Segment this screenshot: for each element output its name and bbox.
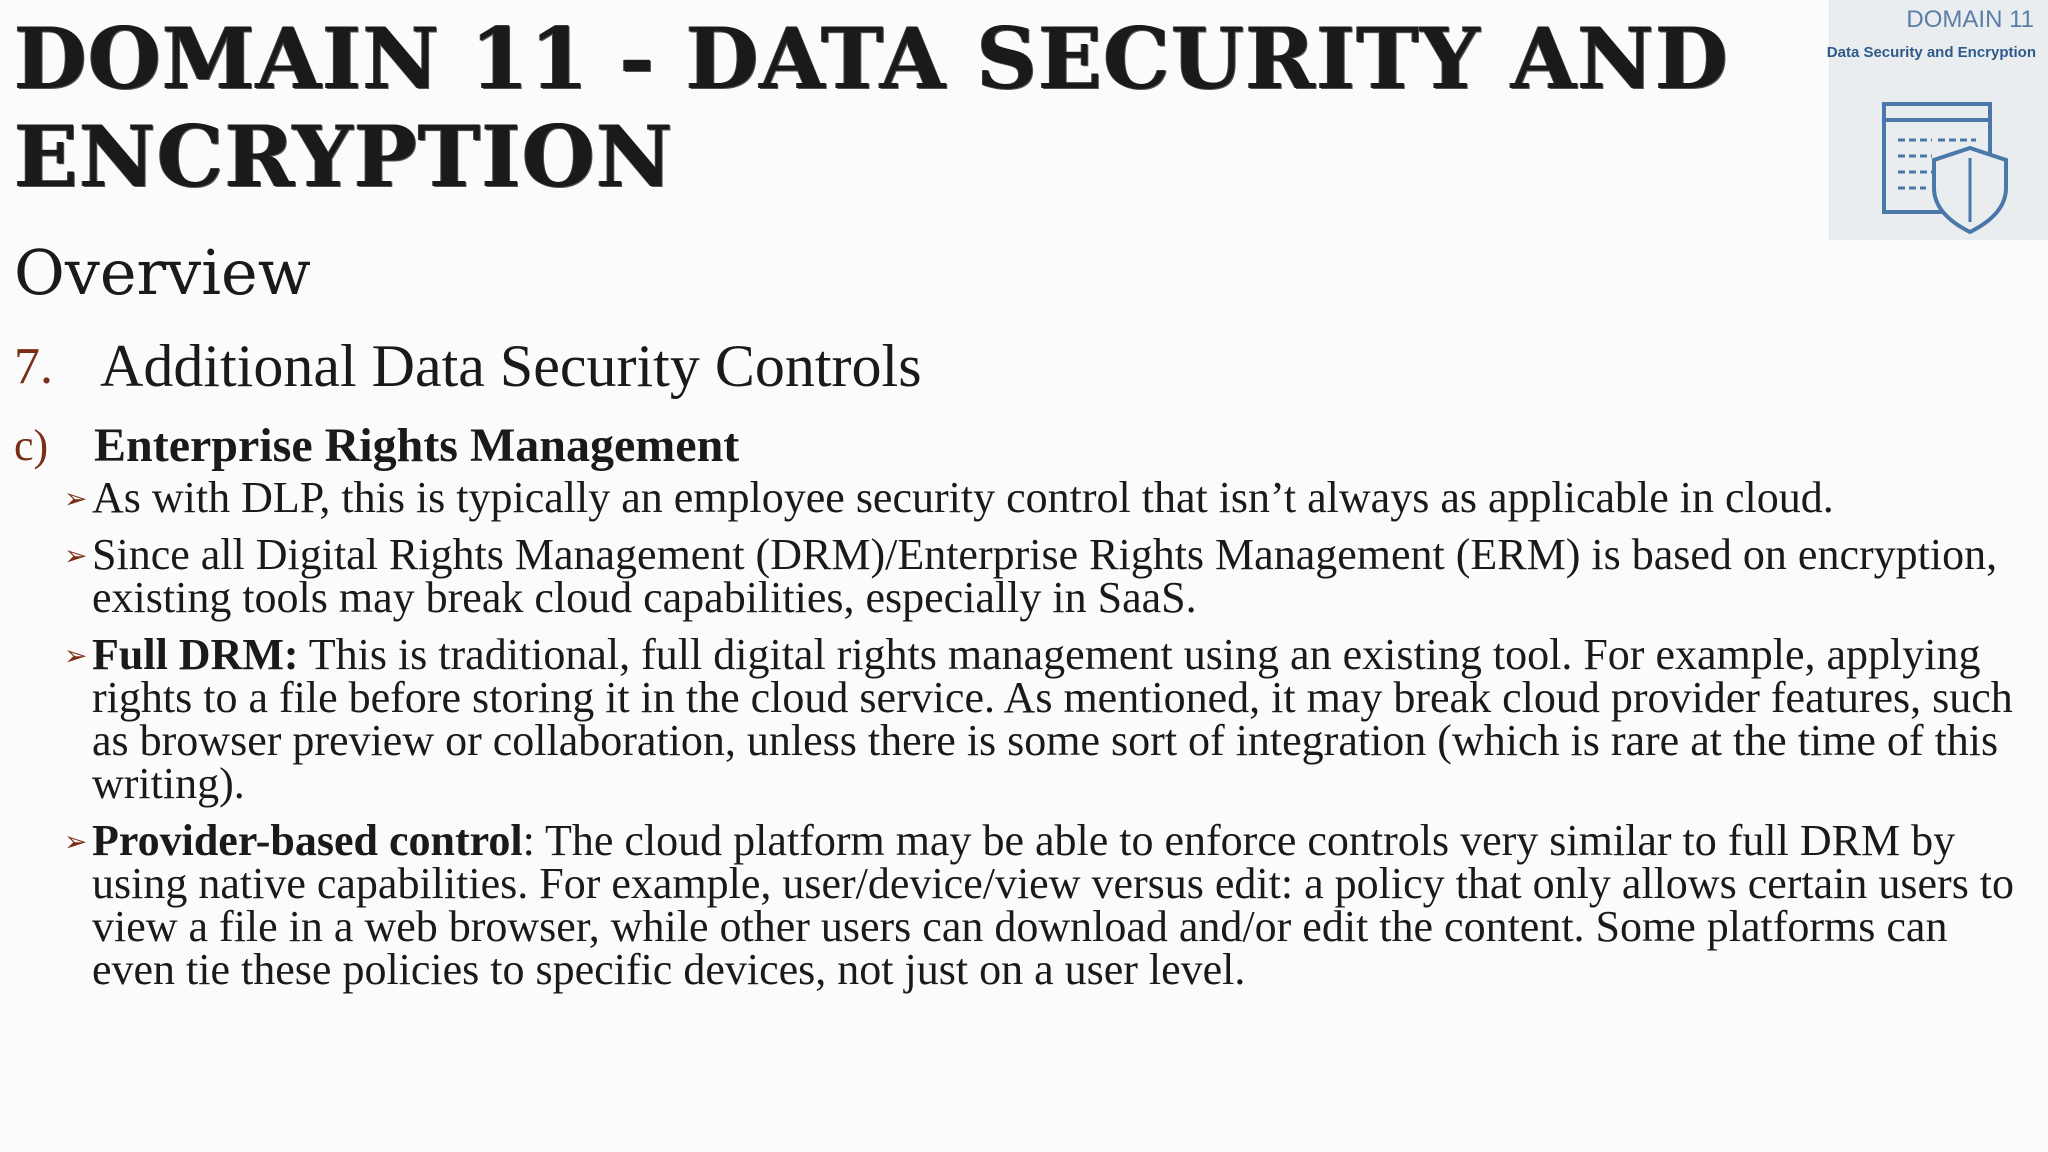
domain-badge bbox=[1826, 0, 2048, 240]
arrow-bullet-icon: ➢ bbox=[64, 827, 88, 858]
overview-heading: Overview bbox=[14, 236, 311, 309]
bullet-text: As with DLP, this is typically an employee security control that isn’t always as applicable in cloud. bbox=[92, 473, 1834, 522]
subsection-letter: c) bbox=[14, 420, 49, 470]
bullet-text: : The cloud platform may be able to enforce controls very similar to full DRM by using native capabilities. For example, user/device/view versus edit: a policy that only allows certain users to view a file in a web browser, while other users can download and/or edit the content. Some platforms can even tie these policies to specific devices, not just on a user level. bbox=[92, 816, 2015, 994]
arrow-bullet-icon: ➢ bbox=[64, 484, 88, 515]
badge-subtitle: Data Security and Encryption bbox=[1826, 44, 2036, 61]
bullet-item bbox=[64, 473, 2034, 522]
bullet-text: Since all Digital Rights Management (DRM)/Enterprise Rights Management (ERM) is based on encryption, existing tools may break cloud capabilities, especially in SaaS. bbox=[92, 530, 1998, 622]
bullet-item bbox=[64, 630, 2034, 808]
bullet-term: Provider-based control bbox=[92, 816, 523, 865]
arrow-bullet-icon: ➢ bbox=[64, 641, 88, 672]
document-shield-icon bbox=[1870, 96, 2020, 236]
slide-title: DOMAIN 11 - DATA SECURITY AND ENCRYPTION bbox=[14, 9, 1729, 206]
section-title: Additional Data Security Controls bbox=[100, 332, 922, 399]
subsection-heading bbox=[14, 414, 739, 476]
bullet-list bbox=[64, 473, 2034, 1005]
badge-domain-label: DOMAIN 11 bbox=[1906, 6, 2034, 33]
bullet-term: Full DRM: bbox=[92, 630, 299, 679]
section-heading bbox=[14, 330, 922, 402]
subsection-title: Enterprise Rights Management bbox=[94, 418, 740, 472]
bullet-item bbox=[64, 530, 2034, 622]
bullet-text: This is traditional, full digital rights management using an existing tool. For example, applying rights to a file before storing it in the cloud service. As mentioned, it may break cloud provider features, such as browser preview or collaboration, unless there is some sort of integration (which is rare at the time of this writing). bbox=[92, 630, 2013, 808]
section-number: 7. bbox=[14, 337, 53, 395]
arrow-bullet-icon: ➢ bbox=[64, 541, 88, 572]
bullet-item bbox=[64, 816, 2034, 994]
